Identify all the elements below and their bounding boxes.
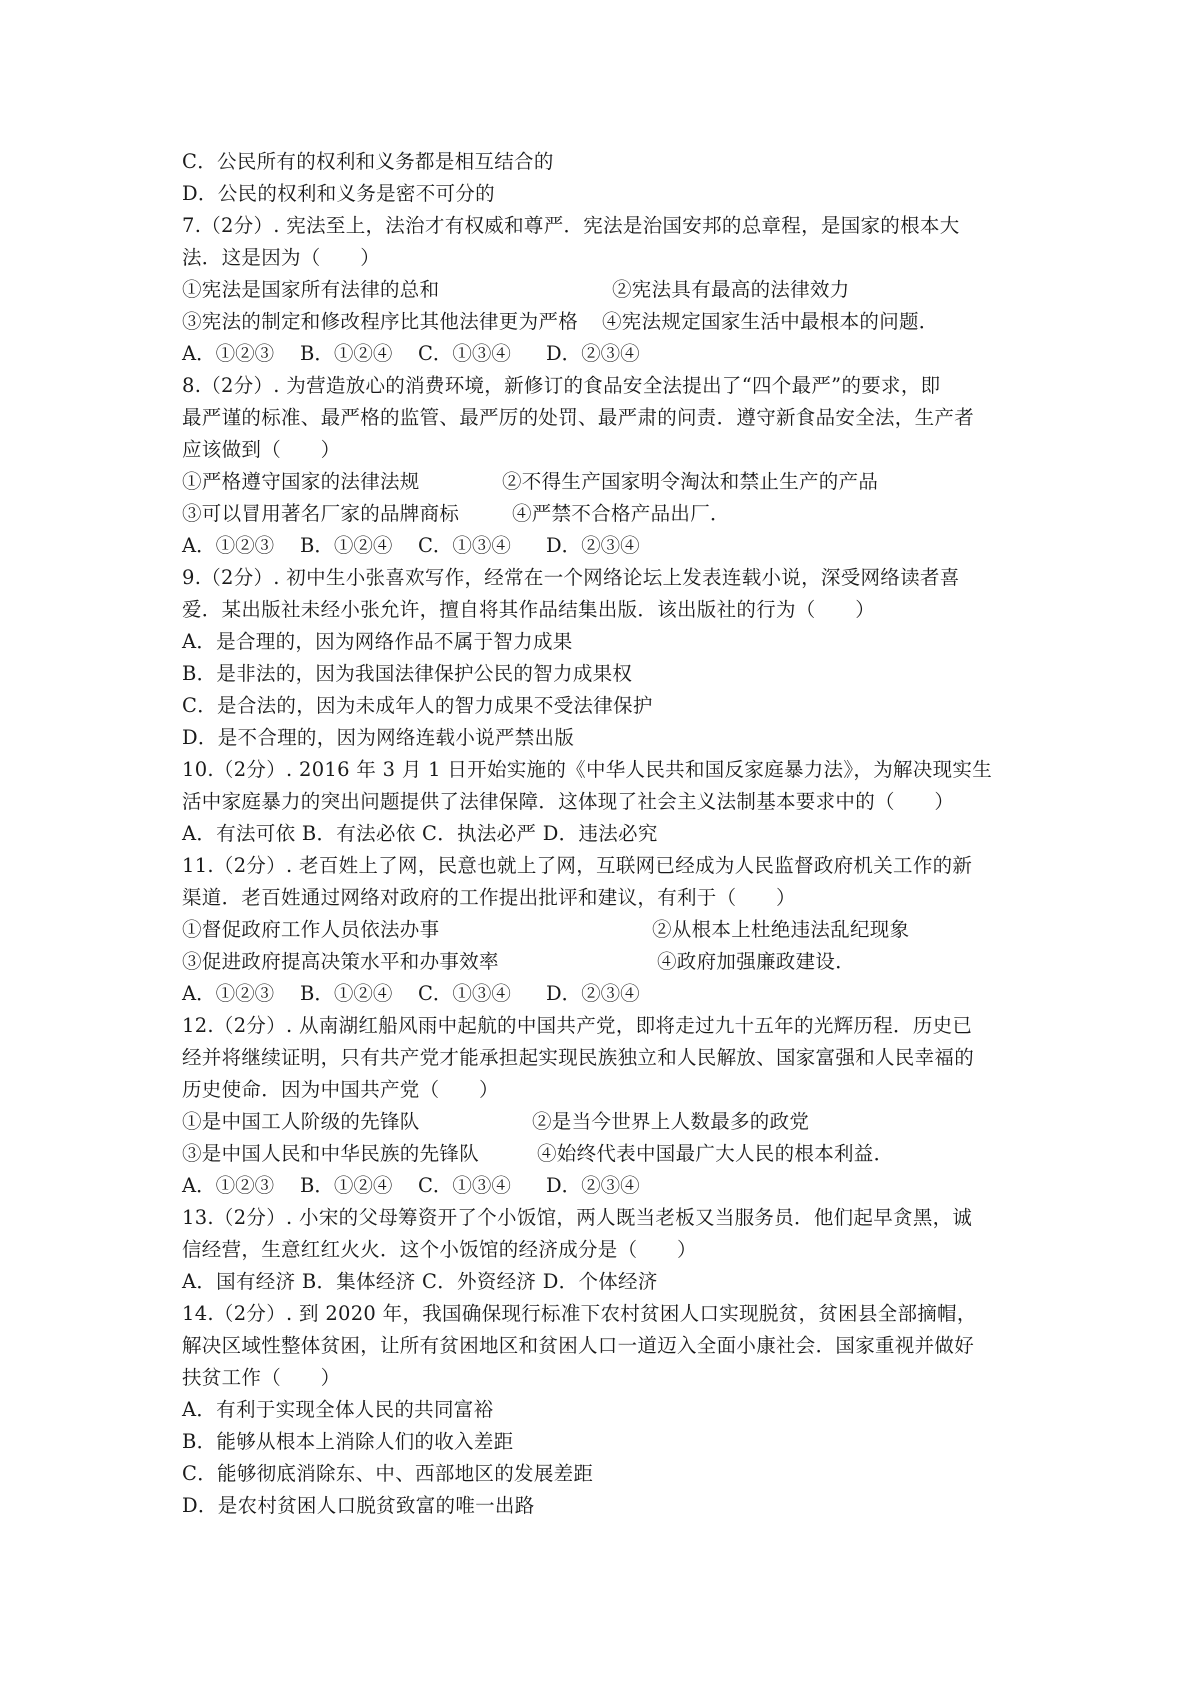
q11-option-d: D．②③④ [546, 982, 640, 1005]
q7-stem-line-2: 法．这是因为（ ） [182, 246, 381, 269]
q11-statement-4: ④政府加强廉政建设． [657, 950, 856, 973]
q8-option-d: D．②③④ [546, 534, 640, 557]
q8-stem-line-1: 8.（2分）. 为营造放心的消费环境，新修订的食品安全法提出了“四个最严”的要求，即 [182, 374, 941, 397]
q8-option-a: A．①②③ [182, 534, 275, 557]
q9-option-c: C．是合法的，因为未成年人的智力成果不受法律保护 [182, 694, 653, 717]
q7-statement-2: ②宪法具有最高的法律效力 [612, 278, 850, 301]
q12-option-a: A．①②③ [182, 1174, 275, 1197]
q11-statements-row-2 [182, 946, 1032, 978]
q12-option-c: C．①③④ [418, 1174, 511, 1197]
q7-statement-4: ④宪法规定国家生活中最根本的问题． [602, 310, 939, 333]
q13-stem-line-2: 信经营，生意红红火火．这个小饭馆的经济成分是（ ） [182, 1238, 697, 1261]
q12-option-d: D．②③④ [546, 1174, 640, 1197]
q14-option-d: D．是农村贫困人口脱贫致富的唯一出路 [182, 1494, 535, 1517]
q9-option-a: A．是合理的，因为网络作品不属于智力成果 [182, 630, 573, 653]
q9-option-d: D．是不合理的，因为网络连载小说严禁出版 [182, 726, 575, 749]
q7-options [182, 338, 1032, 370]
q12-option-b: B．①②④ [300, 1174, 393, 1197]
q11-stem-line-2: 渠道．老百姓通过网络对政府的工作提出批评和建议，有利于（ ） [182, 886, 796, 909]
q12-options [182, 1170, 1032, 1202]
q7-option-b: B．①②④ [300, 342, 393, 365]
q8-statement-3: ③可以冒用著名厂家的品牌商标 [182, 502, 460, 525]
q12-stem-line-3: 历史使命．因为中国共产党（ ） [182, 1078, 499, 1101]
q14-stem-line-1: 14.（2分）. 到 2020 年，我国确保现行标准下农村贫困人口实现脱贫，贫困县全部摘帽， [182, 1302, 977, 1325]
q11-options [182, 978, 1032, 1010]
q7-option-d: D．②③④ [546, 342, 640, 365]
q8-stem-line-2: 最严谨的标准、最严格的监管、最严厉的处罚、最严肃的问责．遵守新食品安全法，生产者 [182, 406, 975, 429]
q8-statements-row-2 [182, 498, 1032, 530]
q8-options [182, 530, 1032, 562]
q14-option-a: A．有利于实现全体人民的共同富裕 [182, 1398, 494, 1421]
q12-statement-3: ③是中国人民和中华民族的先锋队 [182, 1142, 480, 1165]
q12-statement-2: ②是当今世界上人数最多的政党 [532, 1110, 810, 1133]
q6-option-d: D．公民的权利和义务是密不可分的 [182, 182, 495, 205]
q12-stem-line-1: 12.（2分）. 从南湖红船风雨中起航的中国共产党，即将走过九十五年的光辉历程．历史已 [182, 1014, 973, 1037]
q14-option-b: B．能够从根本上消除人们的收入差距 [182, 1430, 514, 1453]
q11-option-a: A．①②③ [182, 982, 275, 1005]
q12-statement-1: ①是中国工人阶级的先锋队 [182, 1110, 420, 1133]
q12-stem-line-2: 经并将继续证明，只有共产党才能承担起实现民族独立和人民解放、国家富强和人民幸福的 [182, 1046, 975, 1069]
q11-statement-3: ③促进政府提高决策水平和办事效率 [182, 950, 499, 973]
q14-stem-line-2: 解决区域性整体贫困，让所有贫困地区和贫困人口一道迈入全面小康社会．国家重视并做好 [182, 1334, 975, 1357]
q12-statement-4: ④始终代表中国最广大人民的根本利益． [537, 1142, 894, 1165]
q7-statements-row-1 [182, 274, 1032, 306]
q9-stem-line-2: 爱．某出版社未经小张允许，擅自将其作品结集出版．该出版社的行为（ ） [182, 598, 876, 621]
q6-option-c: C．公民所有的权利和义务都是相互结合的 [182, 150, 554, 173]
q11-statement-1: ①督促政府工作人员依法办事 [182, 918, 440, 941]
q11-option-b: B．①②④ [300, 982, 393, 1005]
q14-option-c: C．能够彻底消除东、中、西部地区的发展差距 [182, 1462, 594, 1485]
q8-statement-4: ④严禁不合格产品出厂． [512, 502, 730, 525]
q10-stem-line-2: 活中家庭暴力的突出问题提供了法律保障．这体现了社会主义法制基本要求中的（ ） [182, 790, 955, 813]
q7-statement-3: ③宪法的制定和修改程序比其他法律更为严格 [182, 310, 579, 333]
q13-options: A．国有经济 B．集体经济 C．外资经济 D．个体经济 [182, 1270, 658, 1293]
q10-stem-line-1: 10.（2分）. 2016 年 3 月 1 日开始实施的《中华人民共和国反家庭暴力法》，为解决现实生 [182, 758, 992, 781]
q12-statements-row-2 [182, 1138, 1032, 1170]
q14-stem-line-3: 扶贫工作（ ） [182, 1366, 341, 1389]
q9-option-b: B．是非法的，因为我国法律保护公民的智力成果权 [182, 662, 633, 685]
q8-option-c: C．①③④ [418, 534, 511, 557]
q11-statements-row-1 [182, 914, 1032, 946]
q7-statements-row-2 [182, 306, 1032, 338]
q11-stem-line-1: 11.（2分）. 老百姓上了网，民意也就上了网，互联网已经成为人民监督政府机关工作的新 [182, 854, 973, 877]
q8-stem-line-3: 应该做到（ ） [182, 438, 341, 461]
q13-stem-line-1: 13.（2分）. 小宋的父母筹资开了个小饭馆，两人既当老板又当服务员．他们起早贪黑，诚 [182, 1206, 973, 1229]
q12-statements-row-1 [182, 1106, 1032, 1138]
q7-stem-line-1: 7.（2分）. 宪法至上，法治才有权威和尊严．宪法是治国安邦的总章程，是国家的根本大 [182, 214, 960, 237]
q8-statement-1: ①严格遵守国家的法律法规 [182, 470, 420, 493]
q8-statement-2: ②不得生产国家明令淘汰和禁止生产的产品 [502, 470, 879, 493]
q7-option-a: A．①②③ [182, 342, 275, 365]
exam-content [182, 146, 1032, 1522]
q9-stem-line-1: 9.（2分）. 初中生小张喜欢写作，经常在一个网络论坛上发表连载小说，深受网络读者喜 [182, 566, 960, 589]
q7-statement-1: ①宪法是国家所有法律的总和 [182, 278, 440, 301]
q8-option-b: B．①②④ [300, 534, 393, 557]
q7-option-c: C．①③④ [418, 342, 511, 365]
q11-option-c: C．①③④ [418, 982, 511, 1005]
q10-options: A．有法可依 B．有法必依 C．执法必严 D．违法必究 [182, 822, 658, 845]
q11-statement-2: ②从根本上杜绝违法乱纪现象 [652, 918, 910, 941]
q8-statements-row-1 [182, 466, 1032, 498]
